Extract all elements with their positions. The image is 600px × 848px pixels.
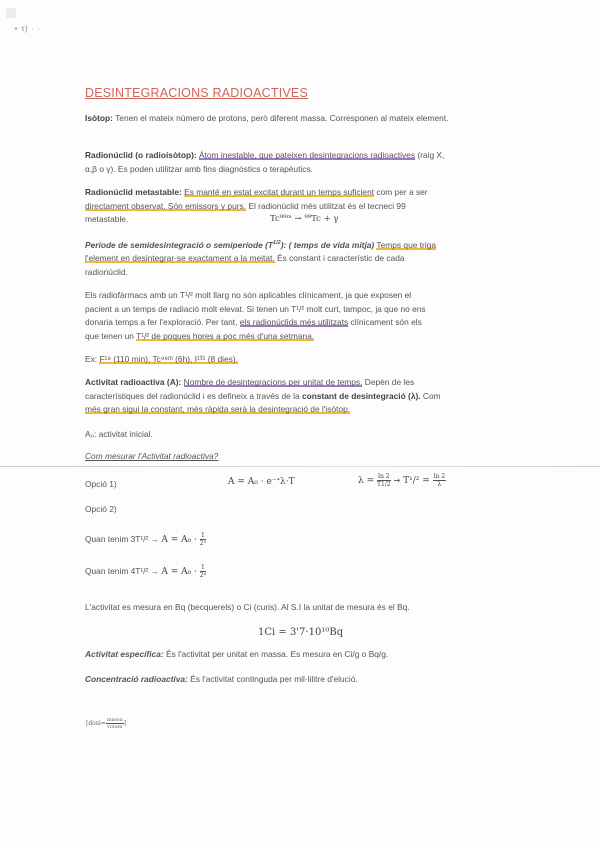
- corner-mark: + t) · ·: [14, 26, 41, 33]
- scan-smudge: [6, 8, 16, 18]
- term-constant: constant de desintegració (λ).: [301, 390, 421, 401]
- term-semiperiode: Període de semidesintegració o semiperíode $(T^{1/2})$: ( temps de vida mitja): [85, 239, 375, 250]
- paragraph-semiperiode: [85, 237, 515, 279]
- tc-reaction: Tc⁹⁹ᵐ → ⁹⁹Tc + γ: [270, 214, 339, 224]
- case2-label: Quan tenim 4T¹/² →: [85, 566, 160, 576]
- term-concentracio: Concentració radioactiva:: [85, 674, 188, 684]
- case2-equation: A = A₀ · $\frac{1}{\text{2⁴}}$: [161, 564, 207, 579]
- highlight-examples: F¹⁸ (110 min), Tc⁹⁹ᵐ (6h), I¹³¹ (8 dies).: [99, 354, 238, 364]
- opcio1-label: Opció 1): [85, 479, 117, 489]
- a0-definition: A₀: activitat inicial.: [85, 429, 153, 439]
- highlight-radiofarmacs-1: els radionúclids més utilitzats: [239, 317, 349, 327]
- halflife-fraction: $\frac{\ln 2}{\lambda}$: [433, 473, 446, 488]
- dose-fraction: [dosi= $\frac{\text{massa}}{\text{volum}}$ ]: [86, 717, 127, 730]
- metastable-rest: El radionúclid més utilitzat és el tecneci 99: [246, 200, 406, 211]
- activity-equation: A = A₀ · e⁻ᐩλ·T: [228, 477, 295, 487]
- lambda-fraction: $\frac{\ln 2}{T1/2}$: [376, 473, 391, 488]
- halflife-lhs: T¹/² =: [403, 476, 433, 486]
- radiofarmacs-line3-end: clínicament són els: [348, 317, 422, 327]
- term-especifica: Activitat específica:: [85, 649, 164, 659]
- semiperiode-rest: És constant i característic de cada: [274, 253, 405, 264]
- case1-equation: A = A₀ · $\frac{1}{\text{2³}}$: [161, 532, 207, 547]
- radionuclid-line2: α,β o γ). Es poden utilitzar amb fins diagnòstics o terapèutics.: [85, 163, 313, 174]
- highlight-radionuclid: Àtom inestable, que pateixen desintegracions radioactives: [198, 150, 416, 160]
- highlight-activitat-2: més gran sigui la constant, més ràpida serà la desintegració de l'isòtop.: [85, 404, 351, 414]
- page-title: DESINTEGRACIONS RADIOACTIVES: [85, 86, 308, 100]
- radionuclid-rest: (raig X,: [415, 150, 445, 160]
- opcio2-label: Opció 2): [85, 504, 117, 514]
- radiofarmacs-line4: que tenen un: [85, 330, 137, 341]
- metastable-line3: metastable.: [85, 214, 129, 224]
- activitat-rest: Depèn de les: [362, 377, 415, 387]
- paragraph-examples: [85, 353, 515, 367]
- term-activitat: Activitat radioactiva (A):: [85, 377, 182, 387]
- highlight-metastable-1: Es manté en estat excitat durant un temps suficient: [184, 187, 375, 197]
- paragraph-activitat: [85, 376, 515, 417]
- case1-label: Quan tenim 3T¹/² →: [85, 534, 160, 544]
- opcio2-case2: [85, 564, 515, 580]
- scan-fold-line: [0, 466, 600, 467]
- metastable-mid: com per a ser: [374, 187, 428, 197]
- examples-label: Ex:: [85, 354, 100, 364]
- activitat-line2-end: Com: [420, 390, 441, 401]
- term-radionuclid: Radionúclid (o radioisòtop):: [85, 150, 197, 160]
- isotop-text: Tenen el mateix número de protons, però diferent massa. Corresponen al mateix element.: [112, 113, 449, 123]
- semiperiode-line3: radionúclid.: [85, 266, 128, 277]
- term-isotop: Isòtop:: [85, 113, 113, 123]
- term-metastable: Radionúclid metastable:: [85, 187, 182, 197]
- paragraph-isotop: [85, 112, 515, 126]
- opcio2-case1: [85, 532, 515, 548]
- section-heading-mesurar: Com mesurar l'Activitat radioactiva?: [85, 451, 219, 461]
- highlight-semiperiode-1: Temps que triga: [376, 239, 437, 250]
- paragraph-especifica: [85, 648, 515, 662]
- concentracio-text: És l'activitat continguda per mil·lilitre d'elució.: [187, 674, 358, 684]
- highlight-metastable-2: directament observat. Són emissors γ purs.: [85, 200, 247, 211]
- units-paragraph: L'activitat es mesura en Bq (becquerels) o Ci (curis). Al S.I la unitat de mesura és el Bq.: [85, 602, 410, 612]
- highlight-activitat-1: Nombre de desintegracions per unitat de temps.: [183, 377, 363, 387]
- paragraph-radionuclid: [85, 149, 515, 176]
- lambda-lhs: λ =: [358, 476, 377, 486]
- lambda-equation: λ = $\frac{\ln 2}{T1/2}$ → T¹/² = $\frac{\ln 2}{\lambda}$: [358, 473, 446, 488]
- especifica-text: És l'activitat per unitat en massa. Es mesura en Ci/g o Bq/g.: [163, 649, 389, 659]
- radiofarmacs-line3: donaria temps a fer l'exploració. Per tant,: [85, 317, 240, 327]
- radiofarmacs-line2: pacient a un temps de radiació molt elevat. Si tenen un T¹/² molt curt, tampoc, ja que no ens: [85, 303, 426, 314]
- paragraph-concentracio: [85, 673, 515, 687]
- paragraph-radiofarmacs: [85, 289, 515, 343]
- activitat-line2: característiques del radionúclid i es defineix a través de la: [85, 390, 302, 401]
- radiofarmacs-line1: Els radiofàrmacs amb un T¹/² molt llarg no són aplicables clínicament, ja que exposen el: [85, 290, 412, 300]
- highlight-radiofarmacs-2: T¹/² de poques hores a poc més d'una setmana.: [136, 330, 315, 341]
- highlight-semiperiode-2: l'element en desintegrar-se exactament a la meitat.: [85, 253, 275, 264]
- curie-equivalence: 1Ci = 3'7·10¹⁰Bq: [258, 627, 344, 638]
